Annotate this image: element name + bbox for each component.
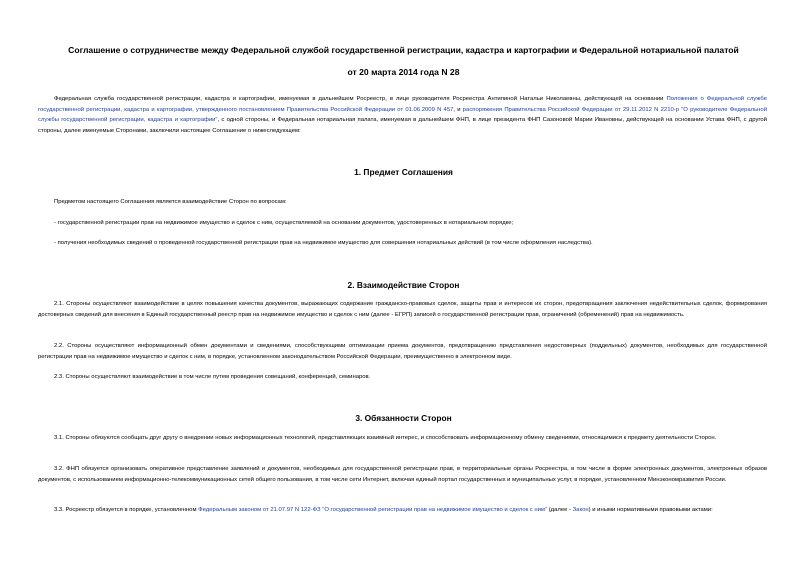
section-3-paragraph-2: 3.2. ФНП обязуется организовать оперативное представление заявлений и документов, необходимых для государственной регистрации прав, в территориальные органы Росреестра, в том числе в форме электронных документов, электронных образов документов, с использованием информационно-телекоммуникационных сетей общего пользования, в том числе сети Интернет, включая единый портал государственных и муниципальных услуг, в порядке, установленном Минэкономразвития России. (38, 466, 767, 483)
section-1-paragraph-1: Предметом настоящего Соглашения является взаимодействие Сторон по вопросам: (54, 199, 287, 205)
section-1-paragraph-3: - получения необходимых сведений о проведенной государственной регистрации прав на недвижимое имущество для совершения нотариальных действий (в том числе оформления наследства). (54, 240, 593, 246)
law-link[interactable]: Закон (572, 507, 589, 513)
document-title: Соглашение о сотрудничестве между Федеральной службой государственной регистрации, кадастра и картографии и Федеральной нотариальной палатой (68, 45, 739, 55)
order-link[interactable]: распоряжения Правительства Российской Федерации от 29.11.2012 N 2210-р "О руководителе Федеральной службы государственной регистрации, кадастра и картографии" (38, 106, 767, 124)
section-2-heading: 2. Взаимодействие Сторон (347, 280, 460, 290)
section-2-paragraph-2: 2.2. Стороны осуществляют информационный обмен документами и сведениями, способствующими оптимизации приема документов, предотвращению представления недостоверных (поддельных) документов, необходимых для государственной регистрации прав на недвижимое имущество и сделок с ним, в порядке, установленном законодательством Российской Федерации, преимущественно в электронном виде. (38, 343, 767, 360)
section-3-paragraph-1: 3.1. Стороны обязуются сообщать друг другу о внедрении новых информационных технологий, представляющих взаимный интерес, и способствовать информационному обмену сведениями, относящимися к предмету деятельности Сторон. (54, 435, 717, 441)
section-2-paragraph-3: 2.3. Стороны осуществляют взаимодействие в том числе путем проведения совещаний, конференций, семинаров. (54, 374, 371, 380)
section-1-heading: 1. Предмет Соглашения (354, 167, 453, 177)
document-date: от 20 марта 2014 года N 28 (347, 67, 460, 77)
federal-law-link[interactable]: Федеральным законом от 21.07.97 N 122-ФЗ "О государственной регистрации прав на недвижимое имущество и сделок с ним" (198, 507, 548, 513)
section-1-paragraph-2: - государственной регистрации прав на недвижимое имущество и сделок с ним, осуществляемой на основании документов, удостоверенных в нотариальном порядке; (54, 220, 514, 226)
section-3-heading: 3. Обязанности Сторон (355, 413, 452, 423)
section-3-paragraph-3: 3.3. Росреестр обязуется в порядке, установленном Федеральным законом от 21.07.97 N 122-ФЗ "О государственной регистрации прав на недвижимое имущество и сделок с ним" (далее - Закон) и иными нормативными правовыми актами: (54, 507, 713, 513)
preamble-paragraph: Федеральная служба государственной регистрации, кадастра и картографии, именуемая в дальнейшем Росреестр, в лице руководителя Росреестра Антипиной Натальи Николаевны, действующей на основании Положения о Федеральной службе государственной регистрации, кадастра и картографии, утвержденного постановлением Правительства Российской Федерации от 01.06.2009 N 457, и распоряжения Правительства Российской Федерации от 29.11.2012 N 2210-р "О руководителе Федеральной службы государственной регистрации, кадастра и картографии", с одной стороны, и Федеральная нотариальная палата, именуемая в дальнейшем ФНП, в лице президента ФНП Сазоновой Марии Ивановны, действующей на основании Устава ФНП, с другой стороны, далее именуемые Сторонами, заключили настоящее Соглашение о нижеследующем: (38, 96, 767, 134)
regulation-link[interactable]: Положения о Федеральной службе государственной регистрации, кадастра и картографии, утвержденного постановлением Правительства Российской Федерации от 01.06.2009 N 457 (38, 96, 767, 113)
section-2-paragraph-1: 2.1. Стороны осуществляют взаимодействие в целях повышения качества документов, выражающих содержание гражданско-правовых сделок, защиты прав и интересов их сторон, предотвращения заключения недействительных сделок, формирования достоверных сведений для внесения в Единый государственный реестр прав на недвижимое имущество и сделок с ним (далее - ЕГРП) записей о государственной регистрации прав, ограничений (обременений) прав на недвижимость. (38, 301, 767, 318)
